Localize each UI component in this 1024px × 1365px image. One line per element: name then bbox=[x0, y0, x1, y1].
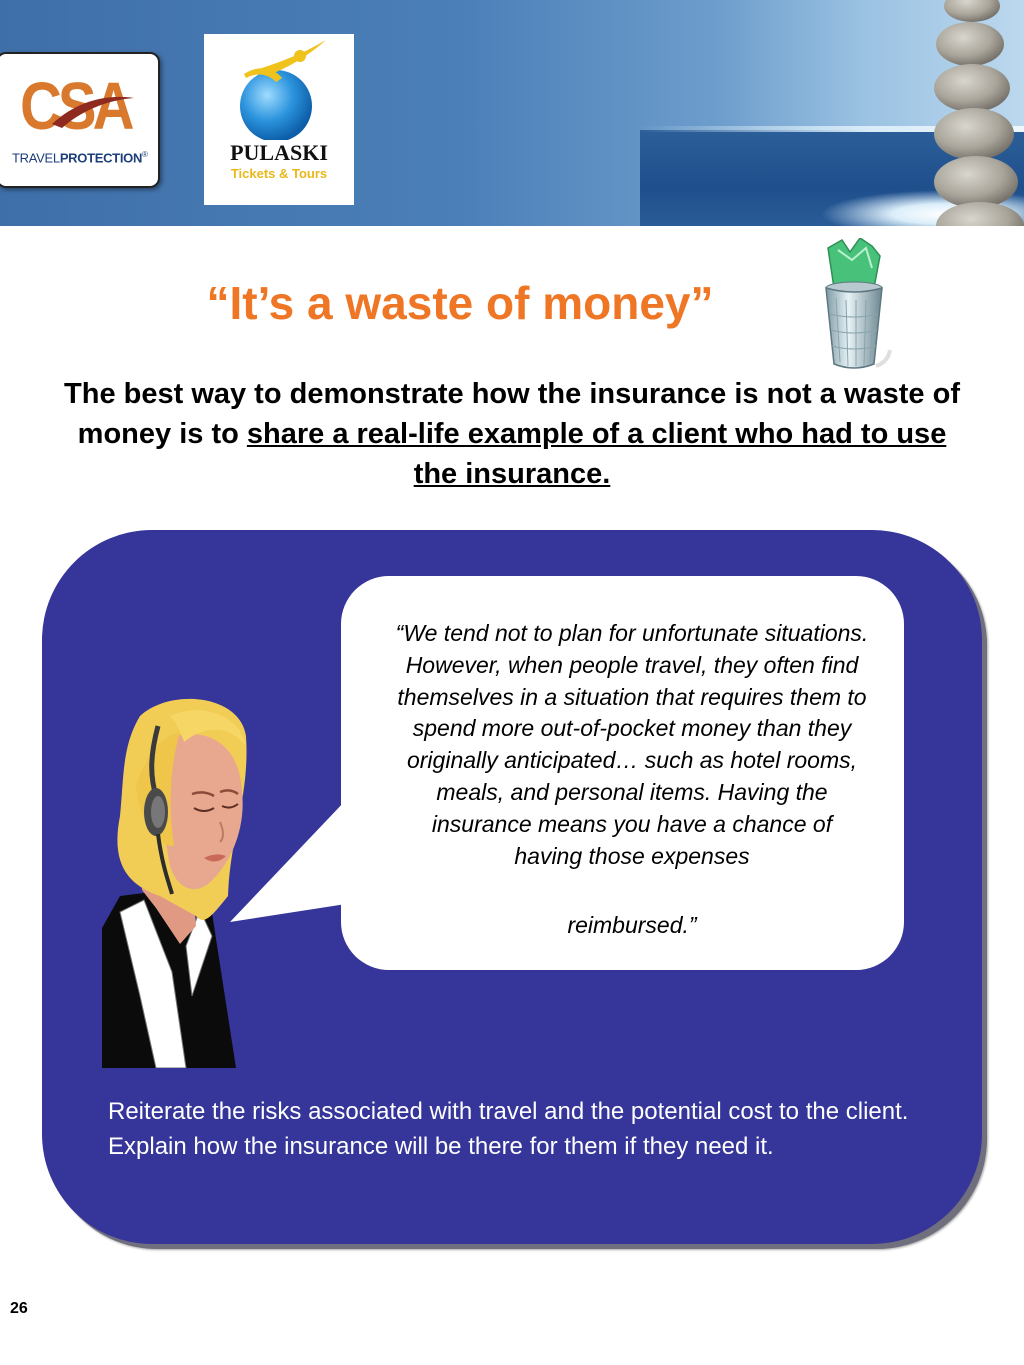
intro-underlined-text: share a real-life example of a client who had to use the insurance. bbox=[246, 418, 947, 490]
money-trash-can-icon bbox=[816, 238, 892, 374]
pulaski-name: PULASKI bbox=[230, 140, 328, 165]
quote-text: “We tend not to plan for unfortunate situations. However, when people travel, they often find themselves in a situation that requires them to spend more out-of-pocket money than they originally anticipated… such as hotel rooms, meals, and personal items. Having the insurance means you have a chance of having those expenses bbox=[395, 620, 869, 869]
intro-paragraph bbox=[60, 374, 964, 494]
page-number: 26 bbox=[10, 1300, 28, 1317]
pulaski-subtitle: Tickets & Tours bbox=[230, 166, 328, 181]
registered-mark: ® bbox=[142, 150, 148, 159]
csa-wordmark: CSA bbox=[20, 69, 131, 144]
csa-tagline-light: TRAVEL bbox=[12, 150, 60, 166]
quote-end-text: reimbursed.” bbox=[567, 912, 697, 938]
header-banner bbox=[0, 0, 1024, 226]
stacked-stones-image bbox=[920, 0, 1024, 226]
csa-travel-protection-logo bbox=[0, 52, 160, 188]
pulaski-tickets-tours-logo bbox=[204, 34, 354, 205]
globe-figure-icon bbox=[204, 34, 354, 140]
csa-tagline bbox=[12, 150, 148, 165]
intro-plain-text: The best way to demonstrate how the insurance is not a waste of money is to bbox=[64, 378, 960, 450]
csa-tagline-bold: PROTECTION bbox=[59, 150, 143, 166]
slide-title: “It’s a waste of money” bbox=[206, 277, 714, 329]
swoosh-icon bbox=[48, 90, 138, 130]
panel-note: Reiterate the risks associated with travel and the potential cost to the client. Explain how the insurance will be there for them if they need it. bbox=[108, 1098, 909, 1160]
call-center-agent-illustration bbox=[100, 696, 260, 1068]
